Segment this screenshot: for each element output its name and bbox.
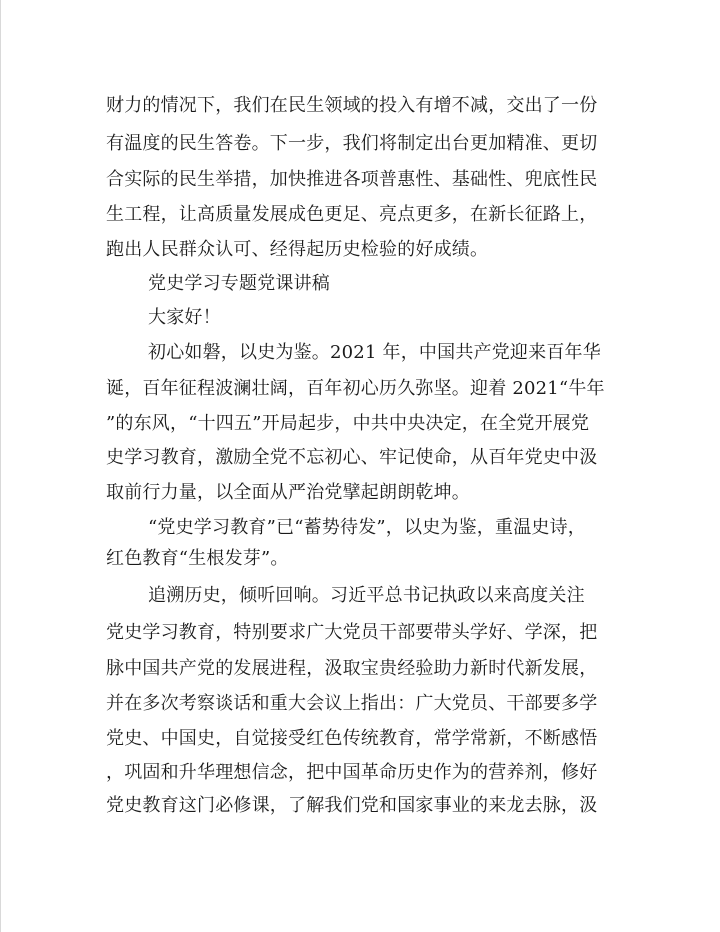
text-line-8: 初心如磐，以史为鉴。2021 年，中国共产党迎来百年华 — [148, 342, 601, 363]
text-line-15: 追溯历史，倾听回响。习近平总书记执政以来高度关注 — [148, 585, 585, 606]
text-line-17: 脉中国共产党的发展进程，汲取宝贵经验助力新时代新发展， — [106, 658, 598, 679]
text-line-2: 有温度的民生答卷。下一步，我们将制定出台更加精准、更切 — [106, 133, 598, 154]
text-line-13: “党史学习教育”已“蓄势待发”，以史为鉴，重温史诗， — [148, 517, 587, 538]
page-edge — [0, 0, 1, 932]
text-line-21: 党史教育这门必修课，了解我们党和国家事业的来龙去脉，汲 — [106, 795, 598, 816]
text-line-1: 财力的情况下，我们在民生领域的投入有增不减，交出了一份 — [106, 95, 598, 116]
text-line-3: 合实际的民生举措，加快推进各项普惠性、基础性、兜底性民 — [106, 169, 598, 190]
text-line-18: 并在多次考察谈话和重大会议上指出：广大党员、干部要多学 — [106, 693, 598, 714]
text-line-4: 生工程，让高质量发展成色更足、亮点更多，在新长征路上， — [106, 204, 598, 225]
text-line-9: 诞，百年征程波澜壮阔，百年初心历久弥坚。迎着 2021“牛年 — [106, 378, 605, 399]
text-line-5: 跑出人民群众认可、经得起历史检验的好成绩。 — [106, 239, 489, 260]
text-line-20: ，巩固和升华理想信念，把中国革命历史作为的营养剂，修好 — [106, 762, 598, 783]
section-title: 党史学习专题党课讲稿 — [148, 273, 330, 294]
text-line-14: 红色教育“生根发芽”。 — [106, 548, 289, 569]
text-line-10: ”的东风，“十四五”开局起步，中共中央决定，在全党开展党 — [106, 413, 590, 434]
text-line-19: 党史、中国史，自觉接受红色传统教育，常学常新，不断感悟 — [106, 728, 598, 749]
text-line-12: 取前行力量，以全面从严治党擘起朗朗乾坤。 — [106, 482, 470, 503]
text-line-11: 史学习教育，激励全党不忘初心、牢记使命，从百年党史中汲 — [106, 447, 598, 468]
text-line-16: 党史学习教育，特别要求广大党员干部要带头学好、学深，把 — [106, 622, 598, 643]
greeting: 大家好！ — [148, 307, 221, 328]
